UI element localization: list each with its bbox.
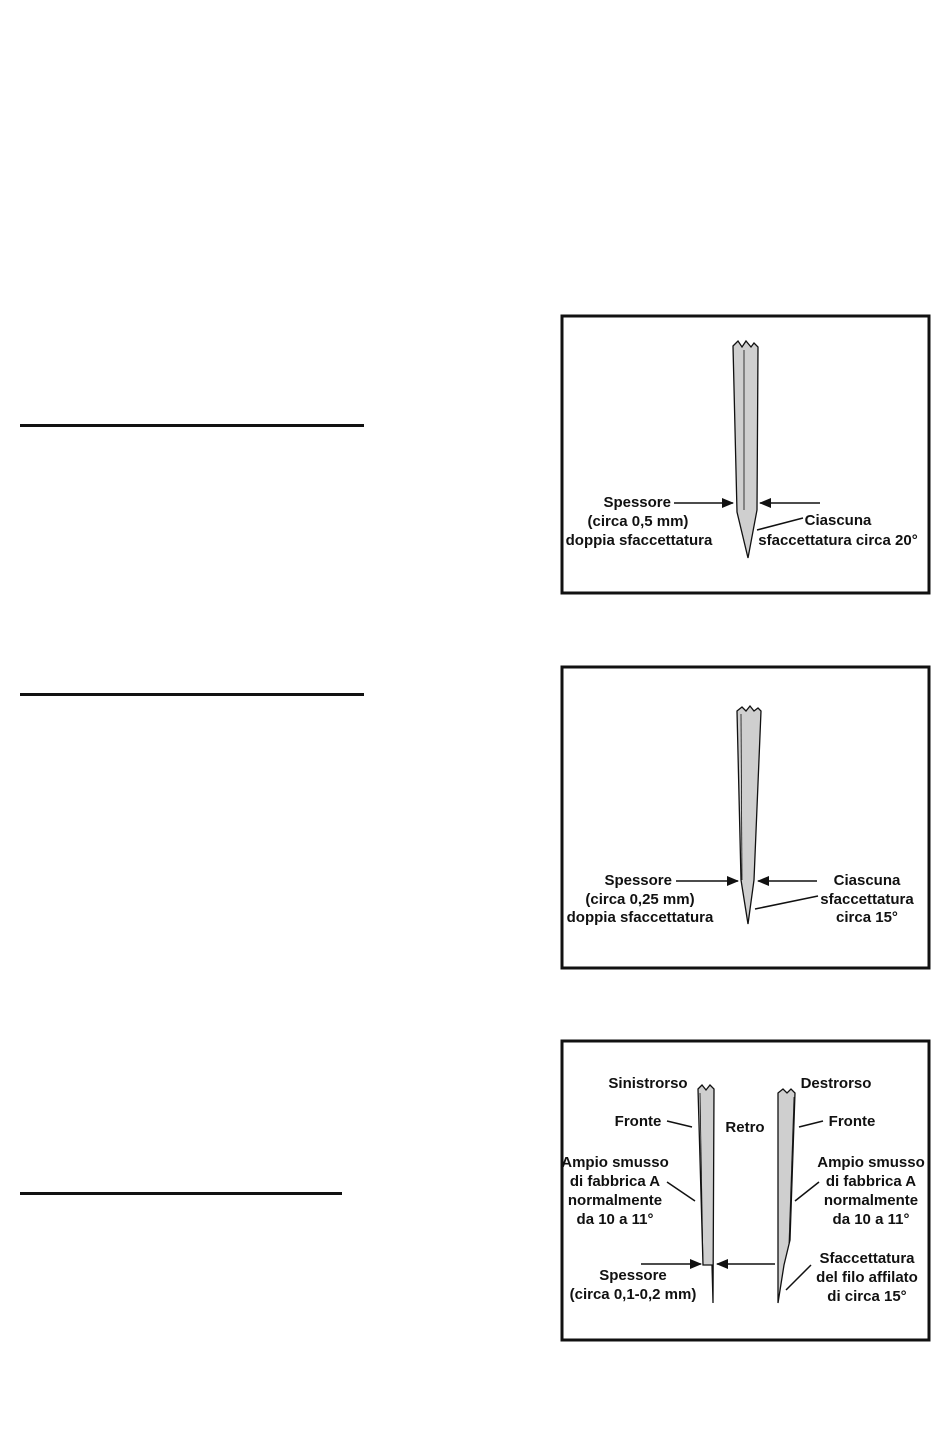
figure-2-right-label-3: circa 15° <box>836 909 898 926</box>
figure-3-right-bevel-leader <box>795 1182 819 1201</box>
figure-3-left-bevel-3: normalmente <box>567 1192 663 1209</box>
figure-3-right-title: Destrorso <box>800 1075 872 1092</box>
figure-1-blade <box>733 341 758 558</box>
figure-3-edge-bevel-2: del filo affilato <box>816 1269 918 1286</box>
figure-3 <box>561 1041 929 1340</box>
figure-3-left-bevel-4: da 10 a 11° <box>576 1211 654 1228</box>
figure-3-right-bevel-3: normalmente <box>823 1192 919 1209</box>
figure-3-thickness-2: (circa 0,1-0,2 mm) <box>569 1286 697 1303</box>
figure-3-left-front: Fronte <box>614 1113 662 1130</box>
figure-1-right-label-2: sfaccettatura circa 20° <box>758 532 918 549</box>
figure-3-left-title: Sinistrorso <box>608 1075 688 1092</box>
figure-1-right-label-1: Ciascuna <box>804 512 872 529</box>
figure-3-back: Retro <box>725 1119 765 1136</box>
figure-3-right-front: Fronte <box>828 1113 876 1130</box>
figure-2-right-label-2: sfaccettatura <box>820 891 914 908</box>
figure-3-edge-leader <box>786 1265 811 1290</box>
figure-3-left-bevel-leader <box>667 1182 695 1201</box>
figure-3-left-bevel-2: di fabbrica A <box>569 1173 661 1190</box>
figure-2-leader <box>755 896 818 909</box>
figure-1 <box>562 316 929 593</box>
figure-2-blade <box>737 706 761 924</box>
figure-3-edge-bevel-1: Sfaccettatura <box>819 1250 915 1267</box>
figure-2-left-label-3: doppia sfaccettatura <box>566 909 714 926</box>
figure-3-edge-bevel-3: di circa 15° <box>827 1288 907 1305</box>
figure-1-left-label-3: doppia sfaccettatura <box>565 532 713 549</box>
figure-2-left-label-1: Spessore <box>604 872 672 889</box>
figure-2 <box>562 667 929 968</box>
figure-3-right-bevel-2: di fabbrica A <box>825 1173 917 1190</box>
figure-3-right-blade <box>778 1089 795 1303</box>
figure-2-left-label-2: (circa 0,25 mm) <box>585 891 695 908</box>
figure-3-left-bevel-1: Ampio smusso <box>561 1154 669 1171</box>
figure-3-left-front-leader <box>667 1121 692 1127</box>
figure-1-leader <box>757 518 803 530</box>
figure-3-right-bevel-4: da 10 a 11° <box>832 1211 910 1228</box>
figure-3-right-front-leader <box>799 1121 823 1127</box>
figure-3-right-bevel-1: Ampio smusso <box>817 1154 925 1171</box>
figure-3-thickness-1: Spessore <box>599 1267 667 1284</box>
figure-2-right-label-1: Ciascuna <box>833 872 901 889</box>
figure-1-left-label-1: Spessore <box>603 494 671 511</box>
figure-1-left-label-2: (circa 0,5 mm) <box>587 513 689 530</box>
